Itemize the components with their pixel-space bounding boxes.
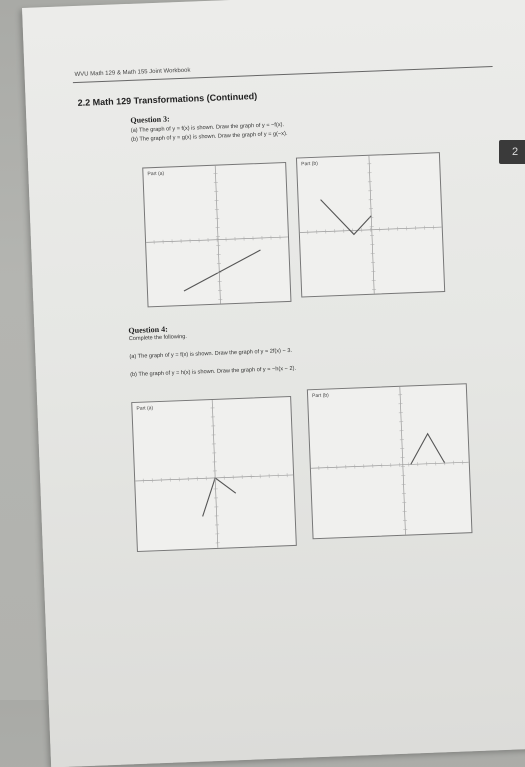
graph-q4a-svg — [132, 397, 296, 551]
question-4-intro: Complete the following. — [129, 334, 187, 342]
function-peak-shape — [201, 477, 236, 516]
graph-q4-part-b[interactable] — [307, 383, 473, 539]
graph-label: Part (b) — [301, 161, 318, 168]
section-title: 2.2 Math 129 Transformations (Continued) — [77, 91, 257, 108]
question-3-part-a-text: (a) The graph of y = f(x) is shown. Draw the graph of y = −f(x). — [131, 122, 284, 134]
graph-q3b-svg — [297, 153, 444, 296]
function-tent-shape — [410, 433, 445, 464]
question-3-part-b-text: (b) The graph of y = g(x) is shown. Draw the graph of y = g(−x). — [131, 131, 288, 143]
graph-label: Part (a) — [136, 405, 153, 412]
graph-q3a-svg — [143, 163, 290, 306]
page-number-tab: 2 — [499, 140, 525, 164]
graph-q3-part-b[interactable] — [296, 152, 445, 297]
graph-q4-part-a[interactable] — [131, 396, 297, 552]
y-axis — [212, 400, 218, 548]
question-4-part-a-text: (a) The graph of y = f(x) is shown. Draw the graph of y = 2f(x) − 3. — [129, 348, 292, 360]
graph-label: Part (a) — [147, 171, 164, 178]
question-3-title: Question 3: — [130, 114, 170, 125]
function-line-segment — [183, 250, 262, 291]
y-axis — [369, 156, 374, 294]
question-4-part-b-text: (b) The graph of y = h(x) is shown. Draw the graph of y = −h(x − 2). — [130, 366, 296, 378]
graph-label: Part (b) — [312, 393, 329, 400]
workbook-page — [22, 0, 525, 767]
y-axis — [215, 166, 220, 304]
question-4-title: Question 4: — [128, 325, 168, 336]
workbook-header: WVU Math 129 & Math 155 Joint Workbook — [74, 68, 190, 78]
x-axis — [311, 462, 469, 468]
y-axis — [400, 387, 406, 535]
graph-q4b-svg — [308, 384, 472, 538]
graph-q3-part-a[interactable] — [142, 162, 291, 307]
